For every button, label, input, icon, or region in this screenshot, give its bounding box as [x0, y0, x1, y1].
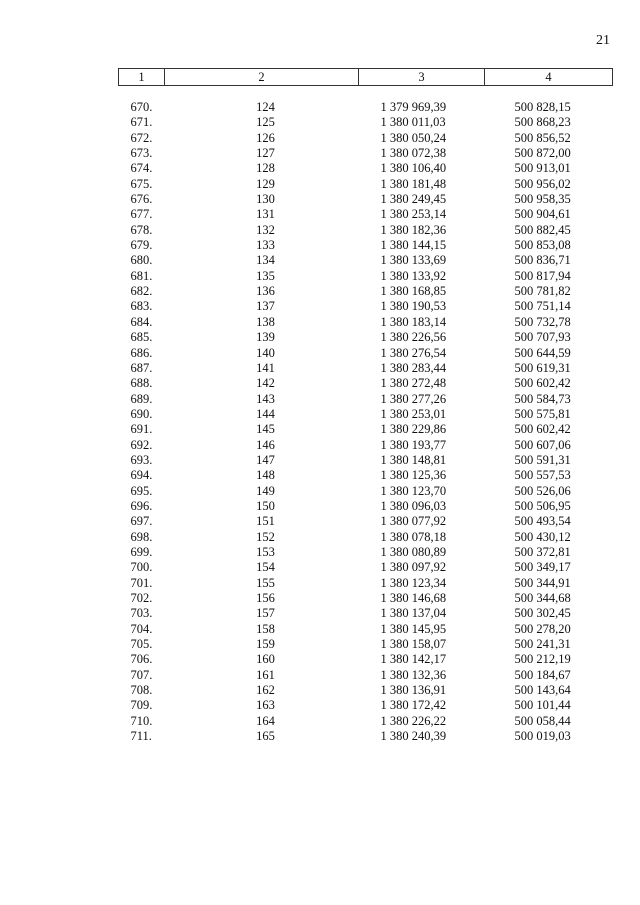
- x-coordinate: 1 380 253,01: [380, 406, 447, 421]
- y-coordinate: 500 241,31: [514, 637, 571, 652]
- point-number: 130: [256, 192, 275, 207]
- y-coordinate: 500 644,59: [514, 345, 571, 360]
- row-number: 707.: [130, 667, 153, 682]
- x-coordinate: 1 380 190,53: [380, 299, 447, 314]
- table-row: [119, 606, 613, 621]
- point-number: 149: [256, 483, 275, 498]
- row-number: 705.: [130, 637, 153, 652]
- row-number: 696.: [130, 498, 153, 513]
- y-coordinate: 500 872,00: [514, 146, 571, 161]
- header-col-3: 3: [359, 69, 485, 86]
- x-coordinate: 1 380 133,92: [380, 268, 447, 283]
- point-number: 150: [256, 498, 275, 513]
- x-coordinate: 1 380 097,92: [380, 560, 447, 575]
- point-number: 163: [256, 698, 275, 713]
- point-number: 127: [256, 146, 275, 161]
- y-coordinate: 500 212,19: [514, 652, 571, 667]
- x-coordinate: 1 380 272,48: [380, 376, 447, 391]
- point-number: 136: [256, 284, 275, 299]
- x-coordinate: 1 380 077,92: [380, 514, 447, 529]
- x-coordinate: 1 380 172,42: [380, 698, 447, 713]
- y-coordinate: 500 143,64: [514, 683, 571, 698]
- point-number: 141: [256, 360, 275, 375]
- x-coordinate: 1 380 123,34: [380, 575, 447, 590]
- y-coordinate: 500 101,44: [514, 698, 571, 713]
- x-coordinate: 1 380 106,40: [380, 161, 447, 176]
- y-coordinate: 500 575,81: [514, 406, 571, 421]
- point-number: 142: [256, 376, 275, 391]
- point-number: 134: [256, 253, 275, 268]
- x-coordinate: 1 380 142,17: [380, 652, 447, 667]
- point-number: 143: [256, 391, 275, 406]
- row-number: 679.: [130, 238, 153, 253]
- row-number: 681.: [130, 268, 153, 283]
- y-coordinate: 500 372,81: [514, 544, 571, 559]
- row-number: 700.: [130, 560, 153, 575]
- row-number: 671.: [130, 115, 153, 130]
- table-row: [119, 330, 613, 345]
- row-number: 682.: [130, 284, 153, 299]
- y-coordinate: 500 781,82: [514, 284, 571, 299]
- row-number: 695.: [130, 483, 153, 498]
- x-coordinate: 1 380 132,36: [380, 667, 447, 682]
- row-number: 694.: [130, 468, 153, 483]
- point-number: 156: [256, 591, 275, 605]
- table-row: [119, 407, 613, 422]
- point-number: 126: [256, 130, 275, 145]
- y-coordinate: 500 058,44: [514, 713, 571, 728]
- point-number: 138: [256, 314, 275, 329]
- y-coordinate: 500 602,42: [514, 376, 571, 391]
- point-number: 147: [256, 452, 275, 467]
- row-number: 697.: [130, 514, 153, 529]
- x-coordinate: 1 380 168,85: [380, 284, 447, 299]
- table-row: [119, 284, 613, 299]
- x-coordinate: 1 380 050,24: [380, 130, 447, 145]
- row-number: 698.: [130, 529, 153, 544]
- x-coordinate: 1 380 253,14: [380, 207, 447, 222]
- y-coordinate: 500 184,67: [514, 667, 571, 682]
- row-number: 687.: [130, 360, 153, 375]
- table-row: [119, 576, 613, 591]
- table-row: [119, 238, 613, 253]
- x-coordinate: 1 380 123,70: [380, 483, 447, 498]
- point-number: 133: [256, 238, 275, 253]
- y-coordinate: 500 591,31: [514, 452, 571, 467]
- table-row: [119, 422, 613, 437]
- row-number: 683.: [130, 299, 153, 314]
- y-coordinate: 500 882,45: [514, 222, 571, 237]
- row-number: 677.: [130, 207, 153, 222]
- table-row: [119, 315, 613, 330]
- x-coordinate: 1 379 969,39: [380, 100, 447, 114]
- table-row: [119, 269, 613, 284]
- coordinates-table: [118, 68, 613, 744]
- y-coordinate: 500 344,68: [514, 591, 571, 605]
- y-coordinate: 500 828,15: [514, 100, 571, 114]
- y-coordinate: 500 430,12: [514, 529, 571, 544]
- point-number: 144: [256, 406, 275, 421]
- y-coordinate: 500 868,23: [514, 115, 571, 130]
- point-number: 137: [256, 299, 275, 314]
- y-coordinate: 500 956,02: [514, 176, 571, 191]
- table-row: [119, 453, 613, 468]
- y-coordinate: 500 904,61: [514, 207, 571, 222]
- table-row: [119, 392, 613, 407]
- x-coordinate: 1 380 072,38: [380, 146, 447, 161]
- point-number: 152: [256, 529, 275, 544]
- point-number: 135: [256, 268, 275, 283]
- row-number: 692.: [130, 437, 153, 452]
- y-coordinate: 500 506,95: [514, 498, 571, 513]
- table-row: [119, 560, 613, 575]
- x-coordinate: 1 380 276,54: [380, 345, 447, 360]
- table-header: [119, 69, 613, 101]
- x-coordinate: 1 380 146,68: [380, 591, 447, 605]
- table-row: [119, 253, 613, 268]
- point-number: 165: [256, 729, 275, 744]
- y-coordinate: 500 493,54: [514, 514, 571, 529]
- y-coordinate: 500 349,17: [514, 560, 571, 575]
- table-row: [119, 468, 613, 483]
- point-number: 146: [256, 437, 275, 452]
- x-coordinate: 1 380 181,48: [380, 176, 447, 191]
- table-row: [119, 530, 613, 545]
- x-coordinate: 1 380 096,03: [380, 498, 447, 513]
- row-number: 704.: [130, 621, 153, 636]
- header-col-1: 1: [119, 69, 165, 86]
- point-number: 164: [256, 713, 275, 728]
- x-coordinate: 1 380 125,36: [380, 468, 447, 483]
- table-row: [119, 361, 613, 376]
- point-number: 158: [256, 621, 275, 636]
- row-number: 686.: [130, 345, 153, 360]
- page-number: 21: [596, 33, 610, 48]
- table-row: [119, 100, 613, 115]
- y-coordinate: 500 732,78: [514, 314, 571, 329]
- x-coordinate: 1 380 011,03: [380, 115, 446, 130]
- point-number: 157: [256, 606, 275, 621]
- table-row: [119, 499, 613, 514]
- row-number: 672.: [130, 130, 153, 145]
- row-number: 690.: [130, 406, 153, 421]
- y-coordinate: 500 856,52: [514, 130, 571, 145]
- y-coordinate: 500 751,14: [514, 299, 571, 314]
- table-row: [119, 622, 613, 637]
- x-coordinate: 1 380 193,77: [380, 437, 447, 452]
- table-row: [119, 514, 613, 529]
- x-coordinate: 1 380 148,81: [380, 452, 447, 467]
- row-number: 693.: [130, 452, 153, 467]
- row-number: 711.: [130, 729, 152, 744]
- x-coordinate: 1 380 158,07: [380, 637, 447, 652]
- table-row: [119, 729, 613, 744]
- point-number: 140: [256, 345, 275, 360]
- point-number: 155: [256, 575, 275, 590]
- y-coordinate: 500 278,20: [514, 621, 571, 636]
- point-number: 160: [256, 652, 275, 667]
- row-number: 706.: [130, 652, 153, 667]
- row-number: 701.: [130, 575, 153, 590]
- y-coordinate: 500 958,35: [514, 192, 571, 207]
- row-number: 699.: [130, 544, 153, 559]
- y-coordinate: 500 817,94: [514, 268, 571, 283]
- point-number: 162: [256, 683, 275, 698]
- coordinates-table-container: [118, 68, 612, 744]
- y-coordinate: 500 344,91: [514, 575, 571, 590]
- x-coordinate: 1 380 133,69: [380, 253, 447, 268]
- table-row: [119, 223, 613, 238]
- x-coordinate: 1 380 277,26: [380, 391, 447, 406]
- table-row: [119, 714, 613, 729]
- y-coordinate: 500 913,01: [514, 161, 571, 176]
- table-row: [119, 177, 613, 192]
- row-number: 684.: [130, 314, 153, 329]
- table-row: [119, 346, 613, 361]
- row-number: 710.: [130, 713, 153, 728]
- y-coordinate: 500 557,53: [514, 468, 571, 483]
- y-coordinate: 500 019,03: [514, 729, 571, 744]
- table-row: [119, 438, 613, 453]
- header-col-2: 2: [165, 69, 359, 86]
- y-coordinate: 500 607,06: [514, 437, 571, 452]
- x-coordinate: 1 380 078,18: [380, 529, 447, 544]
- y-coordinate: 500 584,73: [514, 391, 571, 406]
- y-coordinate: 500 602,42: [514, 422, 571, 437]
- point-number: 148: [256, 468, 275, 483]
- row-number: 674.: [130, 161, 153, 176]
- table-row: [119, 376, 613, 391]
- table-row: [119, 683, 613, 698]
- table-row: [119, 637, 613, 652]
- row-number: 691.: [130, 422, 153, 437]
- table-row: [119, 545, 613, 560]
- row-number: 678.: [130, 222, 153, 237]
- row-number: 702.: [130, 591, 153, 605]
- y-coordinate: 500 526,06: [514, 483, 571, 498]
- point-number: 132: [256, 222, 275, 237]
- table-row: [119, 299, 613, 314]
- row-number: 709.: [130, 698, 153, 713]
- point-number: 154: [256, 560, 275, 575]
- point-number: 153: [256, 544, 275, 559]
- row-number: 688.: [130, 376, 153, 391]
- header-col-4: 4: [485, 69, 613, 86]
- row-number: 673.: [130, 146, 153, 161]
- point-number: 145: [256, 422, 275, 437]
- x-coordinate: 1 380 283,44: [380, 360, 447, 375]
- x-coordinate: 1 380 145,95: [380, 621, 447, 636]
- table-row: [119, 668, 613, 683]
- x-coordinate: 1 380 182,36: [380, 222, 447, 237]
- x-coordinate: 1 380 240,39: [380, 729, 447, 744]
- row-number: 703.: [130, 606, 153, 621]
- y-coordinate: 500 619,31: [514, 360, 571, 375]
- x-coordinate: 1 380 080,89: [380, 544, 447, 559]
- y-coordinate: 500 836,71: [514, 253, 571, 268]
- table-row: [119, 591, 613, 606]
- table-row: [119, 698, 613, 713]
- table-row: [119, 146, 613, 161]
- row-number: 680.: [130, 253, 153, 268]
- x-coordinate: 1 380 226,56: [380, 330, 447, 345]
- row-number: 708.: [130, 683, 153, 698]
- point-number: 125: [256, 115, 275, 130]
- row-number: 676.: [130, 192, 153, 207]
- row-number: 689.: [130, 391, 153, 406]
- x-coordinate: 1 380 226,22: [380, 713, 447, 728]
- table-row: [119, 207, 613, 222]
- point-number: 129: [256, 176, 275, 191]
- table-row: [119, 115, 613, 130]
- x-coordinate: 1 380 249,45: [380, 192, 447, 207]
- table-row: [119, 161, 613, 176]
- table-row: [119, 484, 613, 499]
- point-number: 128: [256, 161, 275, 176]
- point-number: 131: [256, 207, 275, 222]
- point-number: 151: [256, 514, 275, 529]
- x-coordinate: 1 380 136,91: [380, 683, 447, 698]
- table-row: [119, 192, 613, 207]
- row-number: 675.: [130, 176, 153, 191]
- point-number: 139: [256, 330, 275, 345]
- table-body: [119, 100, 613, 744]
- point-number: 159: [256, 637, 275, 652]
- x-coordinate: 1 380 144,15: [380, 238, 447, 253]
- y-coordinate: 500 707,93: [514, 330, 571, 345]
- row-number: 670.: [130, 100, 153, 114]
- y-coordinate: 500 302,45: [514, 606, 571, 621]
- point-number: 161: [256, 667, 275, 682]
- x-coordinate: 1 380 137,04: [380, 606, 447, 621]
- table-row: [119, 131, 613, 146]
- x-coordinate: 1 380 183,14: [380, 314, 447, 329]
- point-number: 124: [256, 100, 275, 114]
- x-coordinate: 1 380 229,86: [380, 422, 447, 437]
- y-coordinate: 500 853,08: [514, 238, 571, 253]
- table-row: [119, 652, 613, 667]
- row-number: 685.: [130, 330, 153, 345]
